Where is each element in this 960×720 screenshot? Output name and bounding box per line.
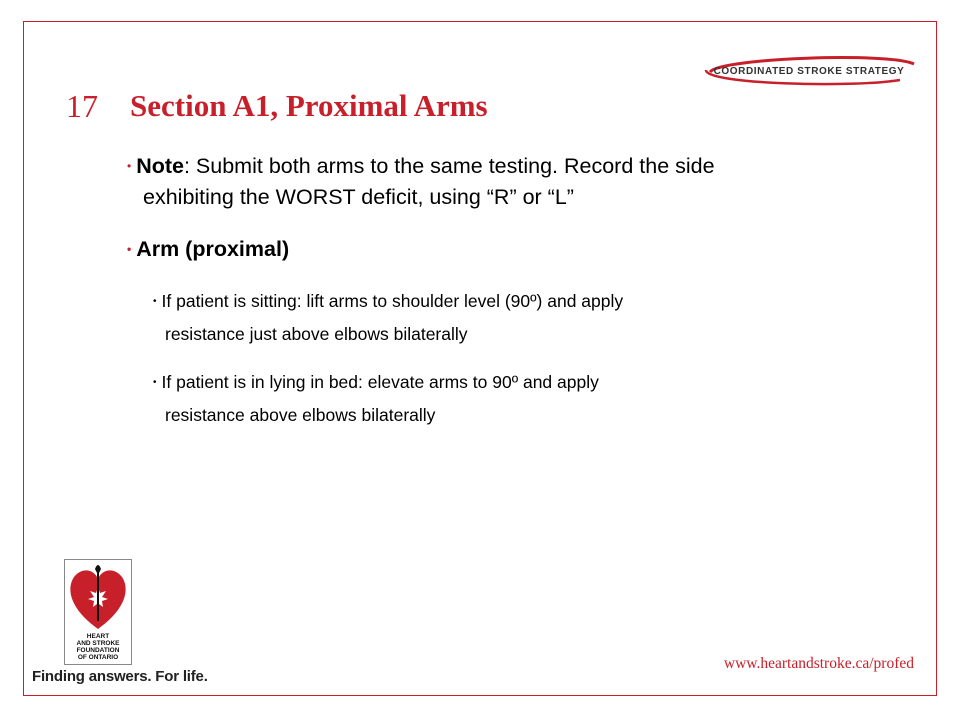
sub-bullet-lying [153,366,853,431]
footer-url-link[interactable]: www.heartandstroke.ca/profed [723,655,914,672]
sub-bullet-dot-icon: • [153,296,157,307]
bullet-note [127,151,887,213]
bullet-dot-icon: • [127,242,132,256]
slide-title: Section A1, Proximal Arms [130,88,488,123]
bullet-dot-icon: • [127,159,132,173]
bullet-arm-proximal [127,234,289,265]
svg-text:HEART: HEART [86,633,110,640]
sitting-line1: If patient is sitting: lift arms to shoulder level (90º) and apply [161,291,624,311]
slide-number: 17 [66,88,98,124]
coordinated-stroke-strategy-logo [700,50,918,90]
heart-and-stroke-foundation-logo [64,559,132,665]
sub-bullet-sitting [153,285,853,350]
sitting-line2: resistance just above elbows bilaterally [165,324,468,344]
note-label: Note [136,154,184,178]
svg-text:AND STROKE: AND STROKE [76,640,120,647]
footer-tagline: Finding answers. For life. [32,668,208,685]
header-logo-text: COORDINATED STROKE STRATEGY [713,66,905,77]
sub-bullet-dot-icon: • [153,377,157,388]
svg-text:FOUNDATION: FOUNDATION [76,647,120,654]
svg-text:OF ONTARIO: OF ONTARIO [77,654,119,661]
note-text-line2: exhibiting the WORST deficit, using “R” or “L” [143,185,574,209]
lying-line1: If patient is in lying in bed: elevate arms to 90º and apply [161,372,599,392]
note-text-line1: : Submit both arms to the same testing. Record the side [183,154,715,178]
arm-proximal-label: Arm (proximal) [136,237,290,261]
lying-line2: resistance above elbows bilaterally [165,405,436,425]
